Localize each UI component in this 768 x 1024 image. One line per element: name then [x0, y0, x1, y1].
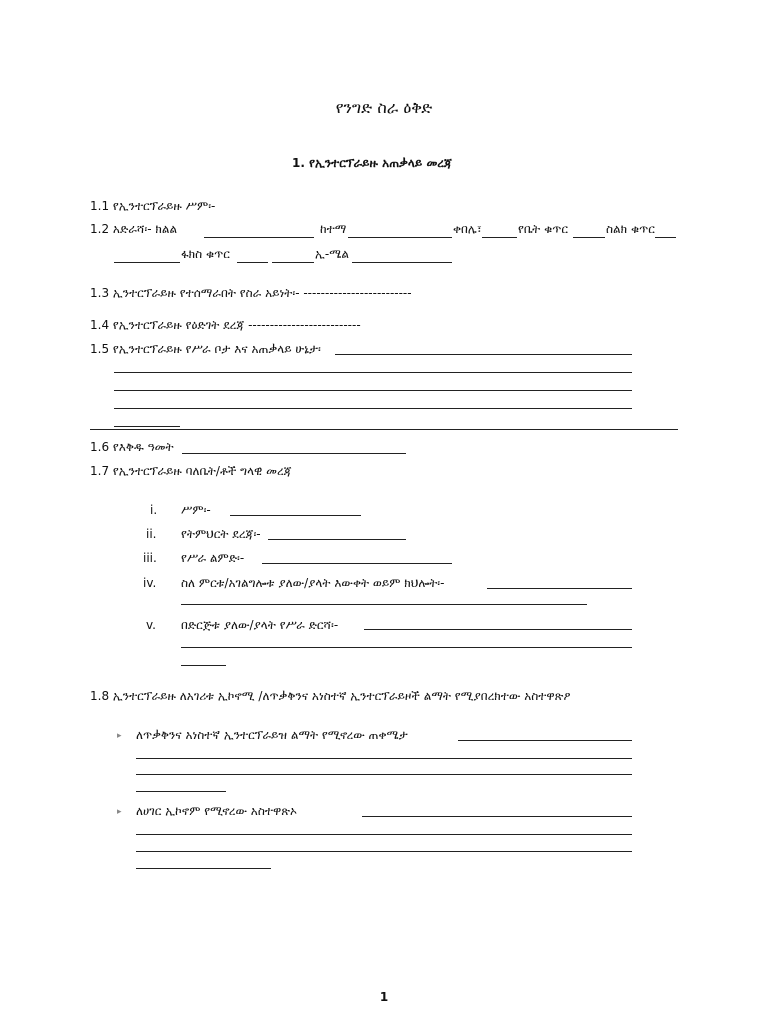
item-1-4: [90, 318, 361, 332]
mse-benefit-label: ለጥቃቅንና አነስተኛ ኢንተርፕራይዝ ልማት የሚኖረው ጠቀሜታ: [136, 728, 408, 742]
mse-benefit-field-line[interactable]: [136, 758, 632, 759]
page-number: 1: [379, 990, 389, 1004]
skills-label: ስለ ምርቱ/አገልግሎቱ ያለው/ያላት እውቀት ወይም ክህሎት፡-: [181, 576, 445, 590]
phone-label: ስልክ ቁጥር: [606, 222, 655, 236]
economy-contribution-field-line[interactable]: [136, 834, 632, 835]
item-1-1: [90, 199, 215, 213]
education-label: የትምህርት ደረጃ፡-: [181, 527, 261, 541]
fax-prefix-field[interactable]: [114, 262, 180, 263]
experience-label: የሥራ ልምድ፡-: [181, 551, 245, 565]
item-label: የኢንተርፕራይዙ የሥራ ቦታ እና አጠቃላይ ሁኔታ፡: [112, 342, 321, 356]
experience-field[interactable]: [262, 563, 452, 564]
mse-benefit-field-line[interactable]: [136, 791, 226, 792]
education-field[interactable]: [268, 539, 406, 540]
workplace-field-line[interactable]: [335, 354, 632, 355]
workplace-field-line[interactable]: [114, 372, 632, 373]
item-number: 1.4: [90, 318, 110, 332]
item-number: 1.3: [90, 286, 110, 300]
region-field[interactable]: [204, 237, 314, 238]
role-field-line[interactable]: [364, 629, 632, 630]
owner-item-num: ii.: [146, 527, 157, 541]
item-1-8: [90, 689, 571, 703]
item-label: የእቅዱ ዓመት: [112, 440, 174, 454]
workplace-field-line[interactable]: [114, 426, 180, 427]
item-label: የኢንተርፕራይዙ የዕድገት ደረጃ --------------------------: [112, 318, 361, 332]
role-field-line[interactable]: [181, 647, 632, 648]
kebele-field[interactable]: [482, 237, 517, 238]
workplace-field-line[interactable]: [114, 390, 632, 391]
item-number: 1.7: [90, 464, 110, 478]
mse-benefit-field-line[interactable]: [458, 740, 632, 741]
skills-field-line[interactable]: [487, 588, 632, 589]
item-1-5: [90, 342, 321, 356]
role-label: በድርጅቱ ያለው/ያላት የሥራ ድርሻ፡-: [181, 618, 339, 632]
item-number: 1.2: [90, 222, 110, 236]
item-number: 1.5: [90, 342, 110, 356]
house-number-label: የቤት ቁጥር: [518, 222, 568, 236]
city-label: ከተማ: [320, 222, 347, 236]
skills-field-line[interactable]: [181, 604, 587, 605]
owner-name-field[interactable]: [230, 515, 361, 516]
economy-contribution-field-line[interactable]: [136, 851, 632, 852]
email-field[interactable]: [352, 262, 452, 263]
item-label: ኢንተርፕራይዙ የተሰማራበት የስራ አይነት፡- -------------------------: [112, 286, 412, 300]
section-heading: [292, 156, 452, 171]
economy-contribution-label: ለሀገር ኢኮኖም የሚኖረው አስተዋጽኦ: [136, 804, 298, 818]
divider-line: [90, 429, 678, 430]
item-label: የኢንተርፕራይዙ ሥም፡-: [112, 199, 216, 213]
document-title: የንግድ ስራ ዕቅድ: [335, 98, 433, 117]
item-label: ኢንተርፕራይዙ ለአገሪቱ ኢኮኖሚ /ለጥቃቅንና አነስተኛ ኢንተርፕራይዞች ልማት የሚያበረክተው አስተዋጽዖ: [112, 689, 571, 703]
address-region-label: አድራሻ፡- ክልል: [112, 222, 178, 236]
section-number: 1.: [292, 156, 305, 170]
city-field[interactable]: [348, 237, 452, 238]
item-number: 1.1: [90, 199, 110, 213]
house-number-field[interactable]: [573, 237, 605, 238]
item-number: 1.8: [90, 689, 110, 703]
economy-contribution-field-line[interactable]: [136, 868, 271, 869]
item-number: 1.6: [90, 440, 110, 454]
owner-item-num: i.: [150, 503, 158, 517]
item-1-3: [90, 286, 412, 300]
role-field-line[interactable]: [181, 665, 226, 666]
economy-contribution-field-line[interactable]: [362, 816, 632, 817]
item-1-7: [90, 464, 292, 478]
item-label: የኢንተርፕራይዙ ባለቤት/ቶች ግላዊ መረጃ: [112, 464, 292, 478]
mse-benefit-field-line[interactable]: [136, 774, 632, 775]
owner-item-num: v.: [146, 618, 156, 632]
fax-field[interactable]: [237, 262, 268, 263]
item-1-6: [90, 440, 174, 454]
section-title: የኢንተርፕራይዙ አጠቃላይ መረጃ: [309, 156, 452, 170]
triangle-bullet-icon: ▸: [117, 731, 122, 741]
plan-year-field[interactable]: [182, 453, 406, 454]
owner-item-num: iii.: [143, 551, 157, 565]
item-1-2: [90, 222, 177, 236]
owner-item-num: iv.: [143, 576, 157, 590]
owner-name-label: ሥም፡-: [181, 503, 211, 517]
fax-label: ፋክስ ቁጥር: [181, 247, 230, 261]
email-prefix-field[interactable]: [272, 262, 314, 263]
email-label: ኢ-ሜል: [315, 247, 349, 261]
kebele-label: ቀበሌ፣: [453, 222, 482, 236]
triangle-bullet-icon: ▸: [117, 807, 122, 817]
workplace-field-line[interactable]: [114, 408, 632, 409]
phone-field[interactable]: [655, 237, 676, 238]
